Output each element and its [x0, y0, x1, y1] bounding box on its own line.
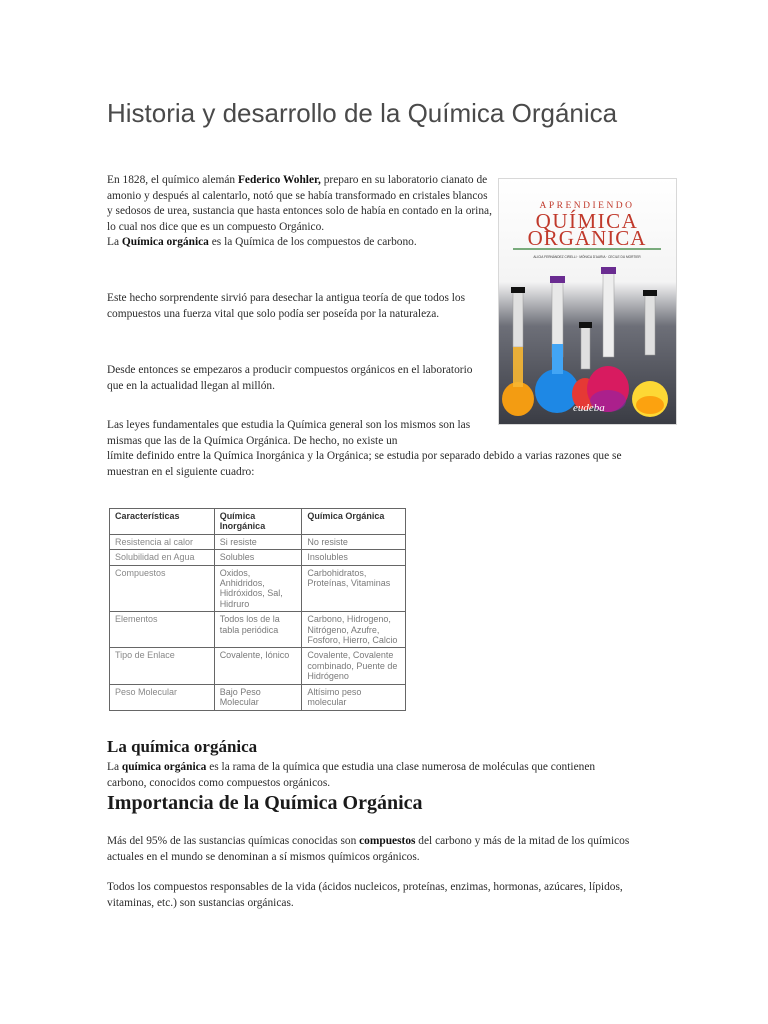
table-cell: Resistencia al calor	[110, 534, 215, 549]
table-cell: Elementos	[110, 612, 215, 648]
intro-paragraph	[107, 173, 492, 251]
section2-paragraph1	[107, 834, 667, 865]
table-cell: Si resiste	[214, 534, 302, 549]
book-authors: ALICIA FERNÁNDEZ CIRELLI · MÓNICA D'AURIA · CECILE DU MORTIER	[533, 255, 641, 259]
book-cover-image	[498, 178, 677, 425]
book-title-line1: APRENDIENDO	[539, 201, 635, 211]
table-cell: Carbohidratos, Proteínas, Vitaminas	[302, 565, 406, 612]
section1-term: química orgánica	[121, 761, 207, 773]
table-row	[110, 565, 406, 612]
section-heading-quimica-organica: La química orgánica	[107, 737, 258, 756]
section1-post: es la rama de la química que estudia una clase numerosa de moléculas que contienen carbono, conocidos como compuestos orgánicos.	[107, 761, 596, 789]
section2-paragraph2: Todos los compuestos responsables de la vida (ácidos nucleicos, proteínas, enzimas, hormonas, azúcares, lípidos, vitaminas, etc.) son sustancias orgánicas.	[107, 881, 623, 909]
definition-term: Química orgánica	[121, 236, 209, 249]
table-header: Química Orgánica	[302, 509, 406, 535]
book-title-line2: QUÍMICA	[535, 209, 639, 233]
wohler-name: Federico Wohler,	[237, 174, 321, 186]
table-cell: Compuestos	[110, 565, 215, 612]
laws-text-part1: Las leyes fundamentales que estudia la Química general son los mismos son las mismas que las de la Química Orgánica. De hecho, no existe un	[107, 419, 471, 447]
intro-text-pre: En 1828, el químico alemán	[107, 174, 238, 186]
table-cell: Covalente, Covalente combinado, Puente de Hidrógeno	[302, 648, 406, 684]
table-cell: Covalente, Iónico	[214, 648, 302, 684]
table-header: Características	[110, 509, 215, 535]
table-cell: Solubilidad en Agua	[110, 550, 215, 565]
section2-p1-pre: Más del 95% de las sustancias químicas conocidas son	[107, 835, 360, 847]
laws-paragraph	[107, 418, 662, 480]
table-header: Química Inorgánica	[214, 509, 302, 535]
table-cell: Oxidos, Anhidridos, Hidróxidos, Sal, Hidruro	[214, 565, 302, 612]
table-cell: Solubles	[214, 550, 302, 565]
table-cell: Insolubles	[302, 550, 406, 565]
table-header-row	[110, 509, 406, 535]
table-cell: Peso Molecular	[110, 684, 215, 710]
page-title: Historia y desarrollo de la Química Orgánica	[107, 98, 618, 128]
table-row	[110, 684, 406, 710]
intro-text-post: preparo en su laboratorio cianato de amonio y después al calentarlo, notó que se había transformado en cristales blancos y sedosos de urea, sustancia que hasta entonces solo de había en contado en la orina, lo cual nos dice que es un compuesto Orgánico.	[107, 174, 492, 233]
section-heading-importancia: Importancia de la Química Orgánica	[107, 792, 423, 814]
table-row	[110, 648, 406, 684]
definition-pre: La	[107, 236, 122, 249]
table-cell: Bajo Peso Molecular	[214, 684, 302, 710]
laws-text-part2: límite definido entre la Química Inorgánica y la Orgánica; se estudia por separado debido a varias razones que se muestran en el siguiente cuadro:	[107, 450, 622, 478]
table-cell: Tipo de Enlace	[110, 648, 215, 684]
section1-pre: La	[107, 761, 122, 773]
table-cell: No resiste	[302, 534, 406, 549]
comparison-table	[109, 508, 406, 711]
table-row	[110, 534, 406, 549]
section2-p1-term: compuestos	[359, 835, 416, 847]
book-title-line3: ORGÁNICA	[527, 226, 647, 250]
book-publisher: eudeba	[573, 402, 605, 414]
table-cell: Todos los de la tabla periódica	[214, 612, 302, 648]
definition-post: es la Química de los compuestos de carbono.	[208, 236, 417, 249]
table-cell: Altísimo peso molecular	[302, 684, 406, 710]
section2-p1-post: del carbono y más de la mitad de los químicos actuales en el mundo se denominan a sí mismos químicos orgánicos.	[107, 835, 630, 863]
vital-force-paragraph: Este hecho sorprendente sirvió para desechar la antigua teoría de que todos los compuestos una fuerza vital que solo podía ser poseída por la naturaleza.	[107, 292, 466, 320]
table-row	[110, 550, 406, 565]
section1-paragraph	[107, 760, 627, 791]
production-paragraph: Desde entonces se empezaros a producir compuestos orgánicos en el laboratorio que en la actualidad llegan al millón.	[107, 364, 473, 392]
table-cell: Carbono, Hidrogeno, Nitrógeno, Azufre, Fosforo, Hierro, Calcio	[302, 612, 406, 648]
table-row	[110, 612, 406, 648]
